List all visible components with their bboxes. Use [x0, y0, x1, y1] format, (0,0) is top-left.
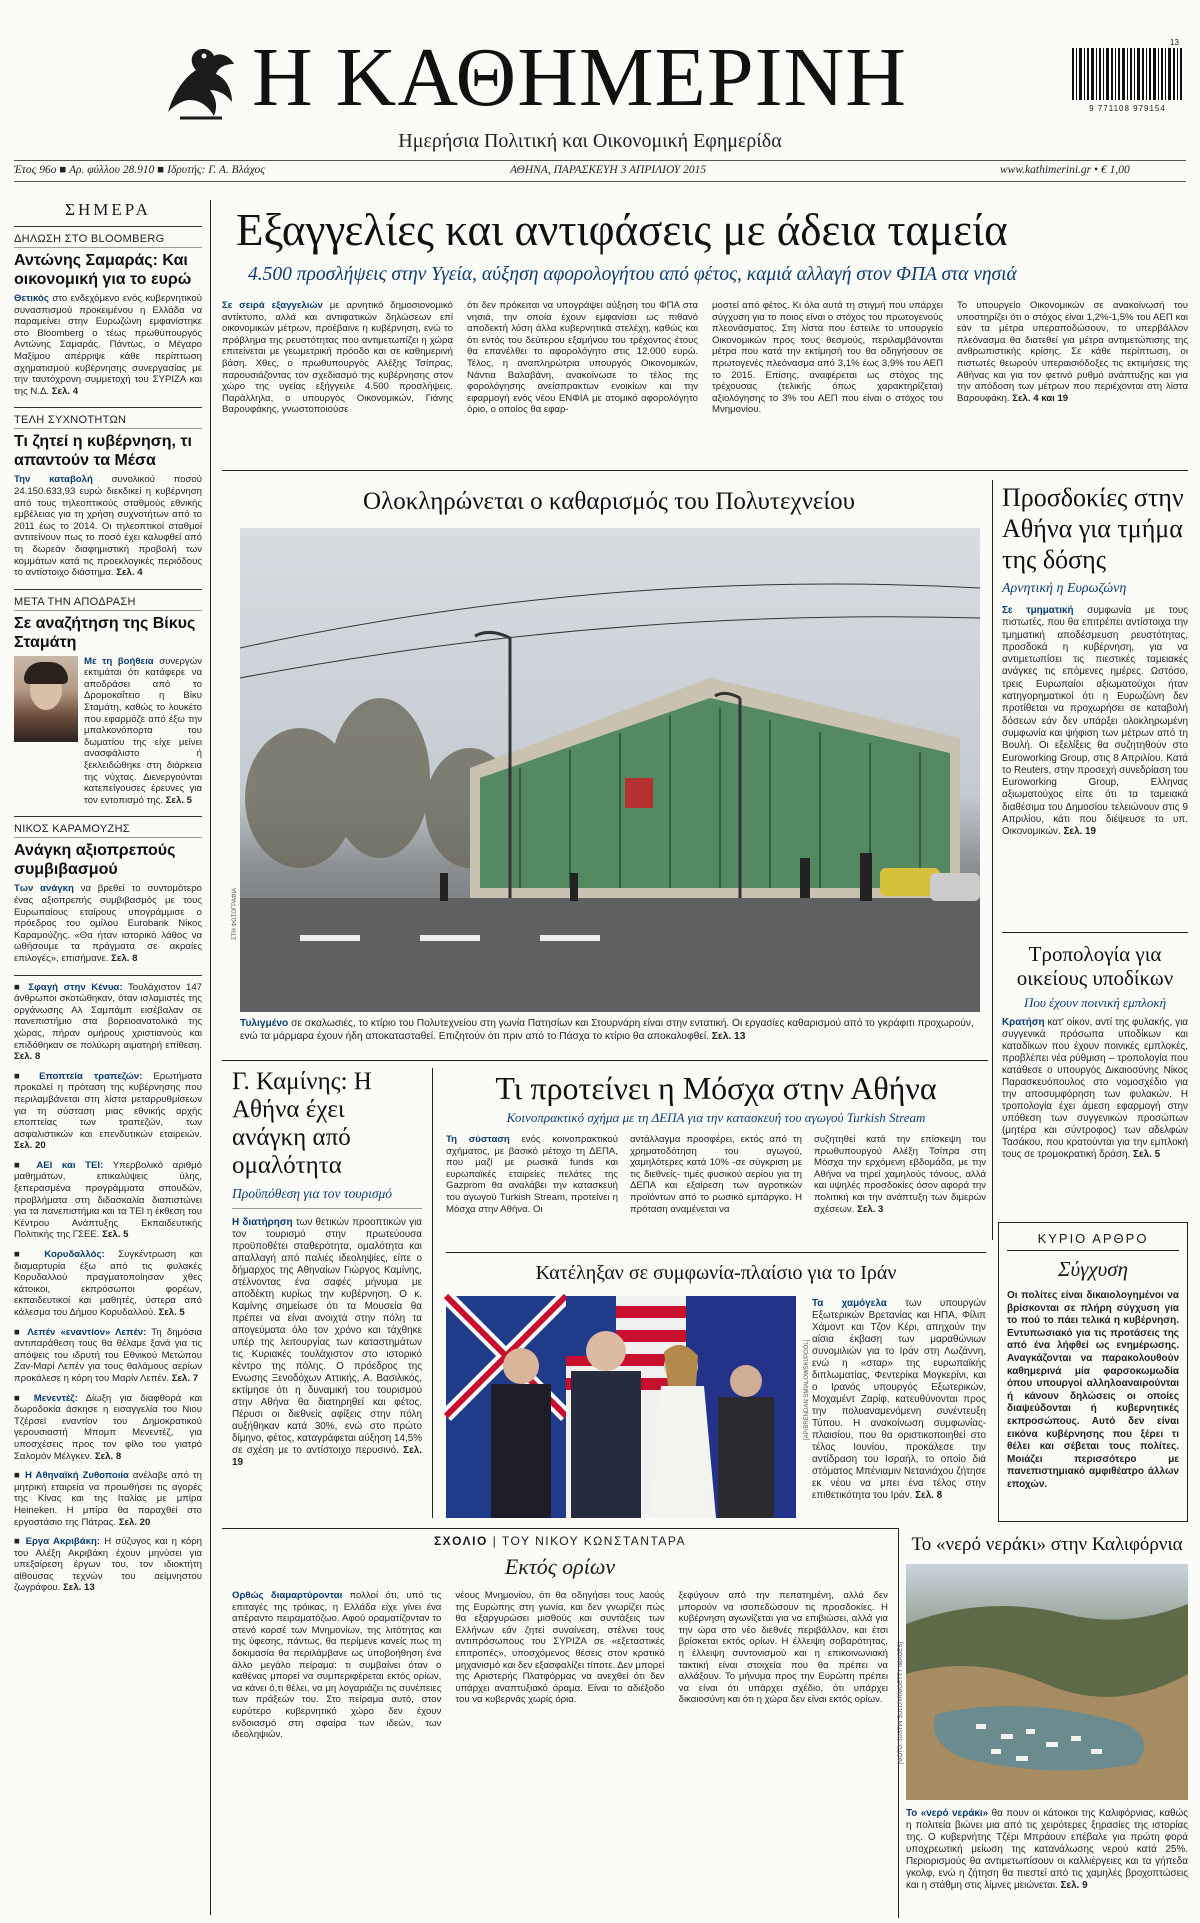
iran-photo	[446, 1296, 796, 1518]
comment-label: ΣΧΟΛΙΟ	[433, 1534, 488, 1548]
lower-rule	[222, 1528, 898, 1529]
california-text: Το «νερό νεράκι» θα πουν οι κάτοικοι της Καλιφόρνιας, καθώς η πολιτεία βιώνει μια από τις χειρότερες ξηρασίες της ιστορίας της. Ο κυβερνήτης Τζέρι Μπράουν επέβαλε για πρώτη φορά υποχρεωτική μείωση της κατανάλωσης νερού κατά 25%. Περιορισμούς θα αντιμετωπίσουν οι καλλιέργειες και τα γήπεδα γκολφ, ενώ η ζήτηση θα πιεστεί από τις χαμηλές βροχοπτώσεις και η στάθμη στις λίμνες μειώνεται. Σελ. 9	[906, 1808, 1188, 1891]
amendment-text: Κρατήση κατ' οίκον, αντί της φυλακής, για συγγενικά πρόσωπα υποδίκων και καταδίκων που έχουν ποινικές εμπλοκές, προβλέπει νέα ρύθμιση – τροπολογία που κατάθεσε ο υπουργός Δικαιοσύνης Νίκος Παρασκευόπουλος στο νομοσχέδιο για την αποσυμφόρηση των φυλακών. Η τροπολογία έχει άμεση εφαρμογή στην υπόθεση των συγγενικών προσώπων (μητέρα και σύντροφος) των αδελφών Τασάκου, που κρατούνται για την εμπλοκή τους σε τρομοκρατική δράση. Σελ. 5	[1002, 1017, 1188, 1160]
comment-title: Εκτός ορίων	[504, 1554, 616, 1579]
sidebar-briefs	[14, 975, 202, 1595]
lead-column: μοστεί από φέτος. Κι όλα αυτά τη στιγμή που υπάρχει σύγχυση για το ποιος είναι ο στόχος του πρωτογενούς πλεονάσματος. Στη λίστα που έστειλε το υπουργείο Οικονομικών προς τους θεσμούς, περιλαμβάνονται μέτρα που κατά την εκτίμησή του θα οδηγήσουν σε πρωτογενές πλεόνασμα από 3,1% έως 3,9% του ΑΕΠ το 2015. Επίσης, αναφέρεται ως στόχος της τρέχουσας (τελικής όπως χαρακτηρίζεται) αξιολόγησης το 3% του ΑΕΠ που είναι ο στόχος του Μνημονίου.	[712, 300, 943, 416]
right-story-rule	[1002, 932, 1188, 933]
california-credit: [ΦΩΤΟ: JUSTIN SULLIVAN/GETTY IMAGES]	[898, 1642, 904, 1764]
sidebar-item-text: Την καταβολή συνολικού ποσού 24.150.633,93 ευρώ διεκδικεί η κυβέρνηση από τους τηλεοπτικούς σταθμούς εθνικής εμβέλειας για τη χρήση συχνοτήτων από το 2011 έως το 2014. Οι τηλεοπτικοί σταθμοί αντιτείνουν πως το ποσό έχει καλυφθεί από τη δωρεάν διαφημιστική προβολή των κομμάτων κατά τις προεκλογικές περιόδους το αντίστοιχο διάστημα. Σελ. 4	[14, 474, 203, 579]
editorial-label: ΚΥΡΙΟ ΑΡΘΡΟ	[1007, 1231, 1179, 1251]
lead-subhead: 4.500 προσλήψεις στην Υγεία, αύξηση αφορολογήτου από φέτος, καμιά αλλαγή στον ΦΠΑ στα νησιά	[248, 264, 1017, 285]
polytechnic-credit: ΣΤΗ ΦΩΤΟΓΡΑΦΙΑ	[232, 887, 238, 940]
california-story[interactable]	[898, 1534, 1188, 1900]
photo-story-headline[interactable]: Ολοκληρώνεται ο καθαρισμός του Πολυτεχνείου	[363, 488, 855, 515]
lead-headline: Εξαγγελίες και αντιφάσεις με άδεια ταμεία	[236, 205, 1008, 255]
lead-story[interactable]	[222, 204, 1188, 474]
masthead-subtitle: Ημερήσια Πολιτική και Οικονομική Εφημερίδα	[398, 130, 782, 152]
comment-heading: ΣΧΟΛΙΟ | ΤΟΥ ΝΙΚΟΥ ΚΩΝΣΤΑΝΤΑΡΑ	[433, 1534, 687, 1548]
moscow-column: Τη σύσταση ενός κοινοπρακτικού σχήματος, με βασικό μέτοχο τη ΔΕΠΑ, που μαζί με ρωσικά funds και ευρωπαϊκές εταιρείες πελάτες της Gazprom θα αναλάβει την κατασκευή του αγωγού Turkish Stream, προτείνει η Μόσχα στην Αθήνα. Οι	[446, 1134, 618, 1215]
dateline: ΑΘΗΝΑ, ΠΑΡΑΣΚΕΥΗ 3 ΑΠΡΙΛΙΟΥ 2015	[510, 164, 707, 176]
barcode-number: 9 771108 979154	[1089, 104, 1166, 113]
kaminis-divider	[432, 1068, 433, 1518]
mid-rule	[222, 1060, 988, 1061]
amendment-story[interactable]	[1002, 942, 1188, 1161]
issue-year: Έτος 96ο	[14, 164, 57, 176]
sidebar	[14, 200, 202, 1915]
moscow-story[interactable]	[446, 1068, 986, 1218]
sidebar-item[interactable]	[14, 407, 202, 578]
sidebar-item-kicker: ΔΗΛΩΣΗ ΣΤΟ BLOOMBERG	[14, 233, 202, 248]
sidebar-item-headline: Ανάγκη αξιοπρεπούς συμβιβασμού	[14, 842, 176, 879]
polytechnic-photo	[240, 528, 980, 1012]
california-photo	[898, 1564, 1188, 1800]
barcode-bars	[1070, 48, 1185, 100]
brief-item[interactable]: ■ Λεπέν «εναντίον» Λεπέν: Τη δημόσια αντιπαράθεση τους θα θέλαμε ξανά για τις απόψεις του ιδρυτή του Εθνικού Μετώπου Ζαν-Μαρί Λεπέν για τους θαλάμους αερίων προκάλεσε η κόρη του Μαρίν Λεπέν. Σελ. 7	[14, 1326, 203, 1384]
polytechnic-caption: Τυλιγμένο σε σκαλωσιές, το κτίριο του Πολυτεχνείου στη γωνία Πατησίων και Στουρνάρη είναι στην εντατική. Οι εργασίες καθαρισμού από το γκράφιτι προχωρούν, ενώ τα μάρμαρα έχουν ήδη αποκατασταθεί. Επιζητούν ότι πριν από το Πάσχα το κτίριο θα αποκαλυφθεί. Σελ. 13	[240, 1018, 974, 1042]
issue-number: Αρ. φύλλου 28.910	[68, 164, 155, 176]
moscow-rule	[446, 1252, 986, 1253]
comment-section[interactable]	[232, 1534, 888, 1890]
lead-column: ότι δεν πρόκειται να υπογράψει αύξηση του ΦΠΑ στα νησιά, την οποία έχουν εμφανίσει ως πιθανό αποδεκτή λύση άλλα κυβερνητικά στελέχη, καθώς και ότι εντός του δεύτερου εξαμήνου του τρέχοντος έτους θα επανέλθει το αφορολόγητο στις 12.000 ευρώ. Τέλος, η αναπληρώτρια υπουργός Οικονομικών, Νάντια Βαλαβάνη, ανακοίνωσε το τέλος της φορολόγησης ανείσπρακτων ενοικίων και την εφαρμογή ενός νέου ΕΝΦΙΑ με ατομικό αφορολόγητο όριο, ο οποίος θα εφαρ-	[467, 300, 698, 416]
brief-item[interactable]: ■ Μενεντέζ: Δίωξη για διαφθορά και δωροδοκία άσκησε η εισαγγελία του Νιου Τζέρσεϊ εναντίον του Δημοκρατικού γερουσιαστή Μπομπ Μενεντέζ, για υποσχέσεις προς τον φίλο του γιατρό Σαλομόν Μέλγκεν. Σελ. 8	[14, 1392, 203, 1462]
moscow-byline: Κοινοπρακτικό σχήμα με τη ΔΕΠΑ για την κατασκευή του αγωγού Turkish Stream	[506, 1110, 926, 1125]
iran-text: Τα χαμόγελα των υπουργών Εξωτερικών Βρετανίας και ΗΠΑ, Φίλιπ Χάμοντ και Τζον Κέρι, απηχούν την αίσια έκβαση των μαραθώνιων συνομιλιών για το Ιράν στη Λωζάννη, ενώ η «σταρ» της ευρωπαϊκής διπλωματίας, Φεντερίκα Μογκερίνι, και ο Ιρανός υπουργός Εξωτερικών, Μοχαμέντ Ζαρίφ, κατευθύνονται προς την πολυαναμενόμενη συνέντευξη Τύπου. Η ανακοίνωση συμφωνίας-πλαισίου, που θα οριστικοποιηθεί στο τέλος Ιουνίου, προκάλεσε την αντίδραση του Ισραήλ, το οποίο διά στόματος Μπένιαμιν Νετανιάχου ζήτησε εκ νέου να μπει ένα τέλος στην επιθετικότητα του Ιράν. Σελ. 8	[812, 1298, 986, 1501]
lead-column: Το υπουργείο Οικονομικών σε ανακοίνωσή του υποστηρίζει ότι ο στόχος είναι 1,2%-1,5% του ΑΕΠ και εάν τα μέτρα υπεραποδώσουν, το υπερβάλλον πλεόνασμα θα διατεθεί για μέτρα αντιμετώπισης της ανθρωπιστικής κρίσης. Σε κάθε περίπτωση, οι πιστωτές θεωρούν υπεραισιόδοξες τις εκτιμήσεις της Αθήνας και για τον φετινό ρυθμό ανάπτυξης και για την απόδοση των μέτρων που περιέχονται στη λίστα Βαρουφάκη. Σελ. 4 και 19	[957, 300, 1188, 404]
brief-item[interactable]: ■ Σφαγή στην Κένυα: Τουλάχιστον 147 άνθρωποι σκοτώθηκαν, όταν ισλαμιστές της οργάνωσης Αλ Σαμπάμπ εισέβαλαν σε πανεπιστήμιο στα βορειοανατολικά της χώρας, πήραν ομήρους χριστιανούς και επιδόθηκαν σε πολύωρη αιματηρή επίθεση. Σελ. 8	[14, 981, 202, 1063]
moscow-column: συζητηθεί κατά την επίσκεψη του πρωθυπουργού Αλέξη Τσίπρα στη Μόσχα την ερχόμενη εβδομάδα, με την Αθήνα να τηρεί χαμηλούς τόνους, αλλά και υψηλές προσδοκίες όσον αφορά την πολιτική και την ανάπτυξη των διμερών σχέσεων. Σελ. 3	[814, 1134, 986, 1215]
masthead	[0, 0, 1200, 175]
comment-author: ΤΟΥ ΝΙΚΟΥ ΚΩΝΣΤΑΝΤΑΡΑ	[501, 1534, 687, 1548]
moscow-column: αντάλλαγμα προσφέρει, εκτός από τη χρηματοδότηση του αγωγού, χαμηλότερες κατά 10% -σε σύγκριση με τις διεθνείς- τιμές φυσικού αερίου για τη ΔΕΠΑ και εξαίρεση των αγροτικών προϊόντων από το ρωσικό εμπάργκο. Η πρόταση αναμένεται να	[630, 1134, 802, 1215]
right-col-divider	[992, 480, 993, 1240]
california-illustration	[906, 1564, 1188, 1800]
iran-illustration	[446, 1296, 796, 1518]
brief-item[interactable]: ■ Κορυδαλλός: Συγκέντρωση και διαμαρτυρία έξω από τις φυλακές Κορυδαλλού πραγματοποίησαν χθες κάτοικοι, εκπρόσωποι φορέων, εκπαιδευτικοί και μαθητές, ύστερα από κάλεσμα του Δήμου Κορυδαλλού. Σελ. 5	[14, 1249, 202, 1318]
iran-headline[interactable]: Κατέληξαν σε συμφωνία-πλαίσιο για το Ιράν	[535, 1262, 897, 1284]
right-story-text: Σε τμηματική συμφωνία με τους πιστωτές, που θα επιτρέπει αντίστοιχα την τμηματική αποδέσμευση ρευστότητας, προσδοκά η κυβέρνηση, για να αντιμετωπίσει τις πιεστικές ταμειακές ανάγκες τις επόμενες ημέρες. Ωστόσο, τρεις Ευρωπαίοι αξιωματούχοι ήταν κατηγορηματικοί ότι η Ευρωζώνη δεν προτίθεται να προχωρήσει σε καταβολή δόσεων εάν δεν υπάρξει ολοκληρωμένη συμφωνία και ψήφιση των μέτρων από τη Βουλή. Οι εξελίξεις θα συζητηθούν στο Euroworking Group, στις 8 Απριλίου. Κατά το Reuters, στην προσεχή συνεδρίαση του Euroworking Group, Ελληνας αξιωματούχος είπε ότι τα ταμειακά διαθέσιμα του Δημοσίου τελειώνουν στις 9 Απριλίου, κάτι που διέψευσε το υπ. Οικονομικών. Σελ. 19	[1002, 605, 1189, 838]
sidebar-item-text: Των ανάγκη να βρεθεί το συντομότερο ένας αξιοπρεπής συμβιβασμός με τους Ευρωπαίους εταίρους υπογράμμισε ο πρόεδρος του ομίλου Eurobank Νίκος Καραμούζης. «Θα ήταν ιστορικό λάθος να ωθήσουμε τα πράγματα σε ακραίες επιλογές», επισήμανε. Σελ. 8	[14, 883, 202, 964]
brief-item[interactable]: ■ Εργα Ακριβάκη: Η σύζυγος και η κόρη του Αλέξη Ακριβάκη έχουν μηνύσει για υπεξαίρεση έργων του, τον ιδιοκτήτη αίθουσας τεχνών του αείμνηστου ζωγράφου. Σελ. 13	[14, 1536, 202, 1594]
sidebar-item-text: Με τη βοήθεια συνεργών εκτιμάται ότι κατάφερε να αποδράσει από το Δρομοκαΐτειο η Βίκυ Σταμάτη, καθώς το λουκέτο που εφαρμόζε από έξω την μπαλκονόπορτα του δωματίου της είχε μείνει ανασφάλιστο ή ξεκλειδώθηκε στη διάρκεια της νύχτας. Διενεργούνται κατεπείγουσες έρευνες για τον εντοπισμό της. Σελ. 5	[84, 655, 202, 806]
info-left: Έτος 96ο ■ Αρ. φύλλου 28.910 ■ Ιδρυτής: Γ. Α. Βλάχος	[14, 164, 265, 176]
lead-column: Σε σειρά εξαγγελιών με αρνητικό δημοσιονομικό αντίκτυπο, αλλά και αντιφατικών δηλώσεων επί οικονομικών μέτρων, προέβαινε η κυβέρνηση, ενώ το πρόβλημα της ρευστότητας που αντιμετωπίζει η χώρα επιτείνεται με γεωμετρική πρόοδο και σε καθημερινή βάση. Χθες, ο πρωθυπουργός Αλέξης Τσίπρας, παρουσιάζοντας τον σχεδιασμό της κυβέρνησης στον χώρο της υγείας εξήγγειλε 4.500 προσλήψεις. Παράλληλα, ο υπουργός Οικονομικών, Γιάνης Βαρουφάκης, γνωστοποιούσε	[222, 300, 453, 416]
amendment-headline: Τροπολογία για οικείους υποδίκων	[1016, 942, 1174, 990]
comment-column: ξεφύγουν από την πεπατημένη, αλλά δεν μπορούν να ισοπεδώσουν τις προσδοκίες. Η κυβέρνηση αγωνίζεται για να επιβιώσει, αλλά για την ώρα στο νέο διεθνές περιβάλλον, και έτσι βρίσκεται εκτός ορίων. Η έλλειψη σοβαρότητας, η έλλειψη συντονισμού και η επικοινωνιακή τακτική είναι στοιχεία που θα πρέπει να αλλάξουν. Το μήνυμα προς την Ευρώπη πρέπει να είναι ότι υπάρχει σχέδιο, ότι υπάρχει δικαιοσύνη και ότι η χώρα δεν είναι εκτός ορίων.	[678, 1590, 888, 1706]
brief-item[interactable]: ■ ΑΕΙ και ΤΕΙ: Υπερβολικό αριθμό μαθημάτων, επικαλύψεις ύλης, ξεπερασμένα προγράμματα σπουδών, προβλήματα στη διδασκαλία διαπιστώνει για τα πανεπιστήμια και τα ΤΕΙ η έκθεση του Κέντρου Ανάπτυξης Εκπαιδευτικής Πολιτικής της ΓΣΕΕ. Σελ. 5	[14, 1159, 203, 1241]
moscow-headline: Τι προτείνει η Μόσχα στην Αθήνα	[495, 1070, 937, 1106]
sidebar-item-headline: Τι ζητεί η κυβέρνηση, τι απαντούν τα Μέσα	[14, 433, 192, 470]
sidebar-item-text: Θετικός στο ενδεχόμενο ενός κυβερνητικού συνασπισμού προκειμένου η Ελλάδα να παραμείνει στην Ευρωζώνη εμφανίστηκε στο Bloomberg ο τέως πρωθυπουργός Αντώνης Σαμαράς. Πάντως, ο Μέγαρο Μαξίμου απέρριψε κάθε περίπτωση σχηματισμού κυβέρνησης συνεργασίας με την ταυτόχρονη συμμετοχή του ΣΥΡΙΖΑ και της Ν.Δ. Σελ. 4	[14, 293, 202, 397]
comment-column: νέους Μνημονίου, ότι θα οδηγήσει τους λαούς της Ευρώπης στη γωνία, και δεν γνωρίζει πώς θα εξαργυρώσει μισθούς και συντάξεις των Ελλήνων εάν ζητεί συναίνεση, στέλνει τους αντιπρόσωπους του ΣΥΡΙΖΑ σε «εξεταστικές επιτροπές», υποσχόμενος θέσεις στον κρατικό μηχανισμό και δεν εξασφαλίζει τίποτε. Δεν μπορεί της Αριστερής Πλατφόρμας να ανεχθεί ότι δεν υπάρχει αναπτυξιακό όραμα. Είναι το αδιέξοδο του να κυβερνάς χωρίς όρια.	[455, 1590, 665, 1706]
sidebar-item-headline: Αντώνης Σαμαράς: Και οικονομική για το ευρώ	[14, 252, 192, 288]
sidebar-item-kicker: ΜΕΤΑ ΤΗΝ ΑΠΟΔΡΑΣΗ	[14, 596, 202, 611]
sidebar-item-kicker: ΤΕΛΗ ΣΥΧΝΟΤΗΤΩΝ	[14, 414, 202, 429]
sidebar-item[interactable]	[14, 589, 202, 807]
portrait-photo	[14, 656, 78, 742]
owl-logo-icon	[160, 42, 242, 124]
kaminis-story[interactable]	[232, 1068, 422, 1469]
iran-credit: [AP/BRENDAN SMIALOWSKI/POOL]	[804, 1339, 810, 1440]
editorial-title: Σύγχυση	[1057, 1257, 1129, 1281]
sidebar-item[interactable]	[14, 816, 202, 964]
comment-column: Ορθώς διαμαρτύρονται πολλοί ότι, υπό τις επιταγές της τρόικας, η Ελλάδα είχε γίνει ένα απέραντο πειραματόζωο. Αφού οραματίζονταν το στενό κορσέ των Μνημονίων, της λιτότητας και της ύφεσης, πάντως, θα περίμενε κανείς πως τη δοκιμασία θα περιλάμβανε ως υποβοήθηση ένα άλλο μεγάλο πείραμα: τι συμβαίνει όταν ο καθένας μπορεί να συμπεριφέρεται εκτός ορίων, να κάνει ό,τι θέλει, να μη λογαριάζει τις συνέπειες των πράξεών του. Στο πείραμα αυτό, στον ευρύτερο κυβερνητικό χώρο δεν έχουν ενδοιασμό στη σφαίρα των ιδεών, των ιδεοληψιών.	[232, 1590, 442, 1741]
price: € 1,00	[1100, 164, 1130, 176]
editorial-box[interactable]	[998, 1222, 1188, 1522]
right-story[interactable]	[1002, 482, 1188, 839]
barcode-issue: 13	[1170, 38, 1179, 47]
kaminis-text: Η διατήρηση των θετικών προοπτικών για τον τουρισμό στην πρωτεύουσα προϋποθέτει σταθερότητα, ομαλότητα και απαλλαγή από παλιές ιδεοληψίες, είπε ο δήμαρχος της Αθηναίων Γιώργος Καμίνης, στέλνοντας ένα σαφές μήνυμα με αποδέκτη κυρίως την κυβέρνηση. Ο κ. Καμίνης σημείωσε ότι τα Μουσεία θα πρέπει να είναι ανοιχτά στην πόλη τα απογεύματα όλο τον χρόνο και τάχθηκε υπέρ της λειτουργίας των καταστημάτων τις Κυριακές τουλάχιστον στο ιστορικό κέντρο της πόλης. Ο πρόεδρος της Ενωσης Ξενοδόχων Αττικής, Α. Βασιλικός, εκτίμησε ότι η δυναμική του τουρισμού στην Αθήνα θα διατηρηθεί και φέτος. Πέρυσι οι διεθνείς αφίξεις στην πόλη αυξήθηκαν κατά 30%, ενώ στο πρώτο δίμηνο, φέτος, καταγράφεται αύξηση 14,5% σε σχέση με το αντίστοιχο περυσινό. Σελ. 19	[232, 1217, 422, 1468]
right-story-headline: Προσδοκίες στην Αθήνα για τμήμα της δόσης	[1002, 483, 1184, 574]
info-right: www.kathimerini.gr • € 1,00	[1000, 164, 1130, 176]
sidebar-header: ΣΗΜΕΡΑ	[14, 200, 202, 227]
brief-item[interactable]: ■ Εποπτεία τραπεζών: Ερωτήματα προκαλεί η πρόταση της κυβέρνησης που περιλαμβάνεται στη λίστα μεταρρυθμίσεων για τη σύσταση μιας εθνικής αρχής εποπτείας των τραπεζών, των ασφαλιστικών και επενδυτικών εταιρειών. Σελ. 20	[14, 1070, 202, 1152]
polytechnic-illustration	[240, 528, 980, 1012]
sidebar-item[interactable]	[14, 233, 202, 397]
sidebar-item-kicker: ΝΙΚΟΣ ΚΑΡΑΜΟΥΖΗΣ	[14, 823, 202, 838]
right-story-byline: Αρνητική η Ευρωζώνη	[1002, 581, 1127, 596]
sidebar-divider	[210, 200, 211, 1915]
lead-bottom-rule	[222, 470, 1188, 471]
editorial-text: Οι πολίτες είναι δικαιολογημένοι να βρίσκονται σε πλήρη σύγχυση για το πού το πάει τελικά η κυβέρνηση. Εντυπωσιακό για τις προτάσεις της από ένα λήφθεί ως ενημέρωσης. Αναγκάζονται να παρακολουθούν καθημερινά μία φαρσοκωμωδία όπου υπουργοί αλληλοαναιρούνται ή κάνουν δηλώσεις οι οποίες διαψεύδονται ή κυβερνητικές εκπροσώπους. Αυτό δεν είναι εικόνα κυβέρνησης που ξέρει τι θέλει και σέβεται τους πολίτες. Μοιάζει περισσότερο με πανεπιστημιακό αμφιθέατρο άλλων εποχών.	[1007, 1290, 1179, 1490]
barcode	[1070, 48, 1185, 114]
kaminis-byline: Προϋπόθεση για τον τουρισμό	[232, 1186, 422, 1209]
amendment-byline: Που έχουν ποινική εμπλοκή	[1023, 995, 1167, 1010]
sidebar-item-headline: Σε αναζήτηση της Βίκυς Σταμάτη	[14, 614, 196, 651]
california-headline: Το «νερό νεράκι» στην Καλιφόρνια	[911, 1534, 1183, 1555]
masthead-title: Η ΚΑΘΗΜΕΡΙΝΗ	[252, 31, 907, 124]
website-link[interactable]: www.kathimerini.gr	[1000, 164, 1092, 176]
kaminis-headline: Γ. Καμίνης: Η Αθήνα έχει ανάγκη από ομαλότητα	[232, 1068, 372, 1179]
founder: Ιδρυτής: Γ. Α. Βλάχος	[167, 164, 265, 176]
brief-item[interactable]: ■ Η Αθηναϊκή Ζυθοποιία ανέλαβε από τη μητρική εταιρεία να προωθήσει τις αγορές της Κίνας και της Ιταλίας με μπίρα Heineken. Η μπίρα θα παραχθεί στο εργοστάσιο της Πάτρας. Σελ. 20	[14, 1470, 202, 1528]
